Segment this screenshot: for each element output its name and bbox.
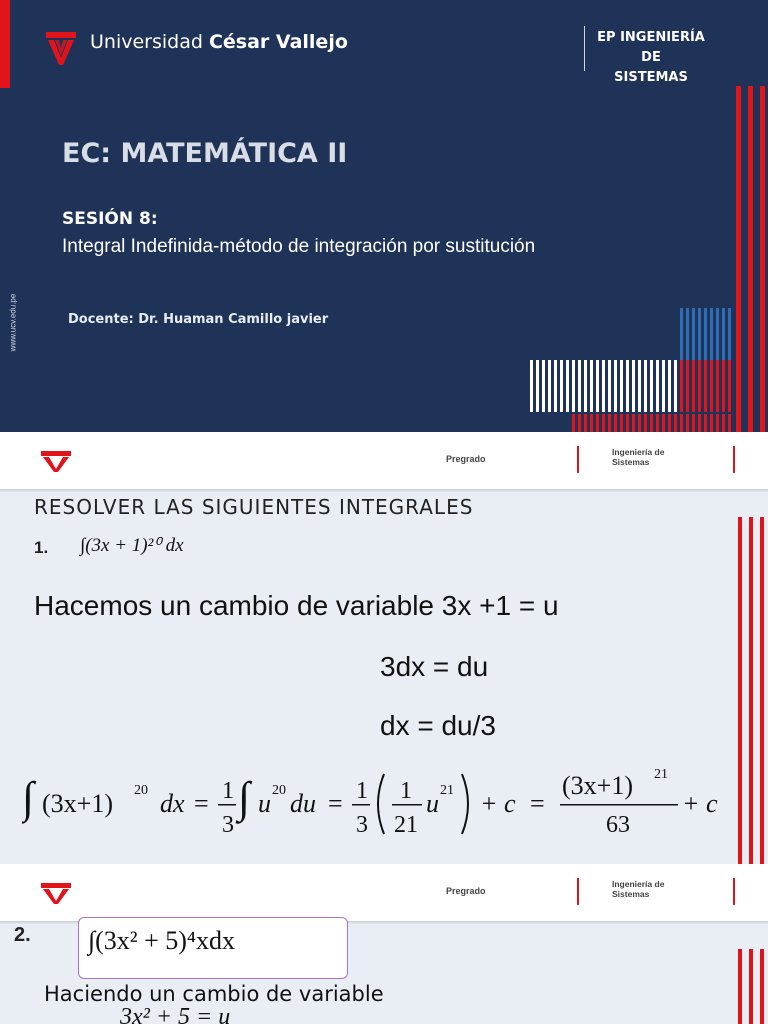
session-topic: Integral Indefinida-método de integración por sustitución [62, 236, 536, 257]
teacher-name: Docente: Dr. Huaman Camillo javier [68, 312, 329, 327]
frac2-bar [352, 804, 370, 806]
exercise-slide-2 [0, 864, 768, 1024]
frac1-bar [218, 804, 236, 806]
program-name: EP INGENIERÍA DE SISTEMAS [597, 30, 705, 85]
frac2-num: 1 [356, 778, 368, 804]
lhs-dx: dx [160, 789, 185, 818]
course-title: EC: MATEMÁTICA II [62, 138, 348, 169]
pregrado-label: Pregrado [446, 454, 486, 464]
equals-sign: = [194, 789, 209, 818]
solution-equation [22, 762, 742, 842]
result-exponent: 21 [654, 767, 668, 782]
decorative-stripes [735, 949, 768, 1024]
frac1-num: 1 [222, 778, 234, 804]
lhs-base: (3x+1) [42, 789, 113, 818]
exercise-number: 1. [34, 538, 49, 557]
header-divider [733, 446, 735, 473]
header-divider [577, 878, 579, 905]
exercise-number: 2. [14, 924, 31, 946]
title-slide [0, 0, 768, 432]
step-change-of-variable: Haciendo un cambio de variable [44, 982, 384, 1006]
integral-sign: ∫ [238, 773, 251, 822]
inner-u: u [426, 789, 439, 818]
section-heading: RESOLVER LAS SIGUIENTES INTEGRALES [34, 495, 474, 519]
lhs-exponent: 20 [134, 783, 148, 798]
inner-exponent: 21 [440, 783, 454, 798]
frac3-num: 1 [400, 778, 412, 804]
plus-c: + c [480, 789, 516, 818]
result-numerator: (3x+1) [562, 771, 633, 800]
equals-sign: = [328, 789, 343, 818]
left-paren [378, 774, 384, 834]
ucv-logo-icon [40, 449, 72, 473]
session-label: SESIÓN 8: [62, 209, 158, 229]
step-differential: 3dx = du [380, 651, 489, 682]
right-paren [462, 774, 468, 834]
pregrado-label: Pregrado [446, 886, 486, 896]
frac1-den: 3 [222, 812, 234, 838]
slide-header [0, 432, 768, 489]
ucv-logo-icon [40, 881, 72, 905]
equals-sign: = [530, 789, 545, 818]
decorative-stripes [735, 517, 768, 864]
result-bar [560, 804, 678, 806]
career-label: Ingeniería de Sistemas [612, 447, 665, 467]
header-divider [733, 878, 735, 905]
exercise-slide-1 [0, 432, 768, 864]
mid-u: u [258, 789, 271, 818]
university-name: Universidad César Vallejo [90, 31, 348, 53]
frac2-den: 3 [356, 812, 368, 838]
plus-c-end: + c [682, 789, 718, 818]
frac3-den: 21 [394, 812, 418, 838]
website-text: www.ucv.edu.pe [8, 293, 18, 352]
header-shadow [0, 489, 768, 492]
decorative-stripes [0, 0, 768, 432]
mid-exponent: 20 [272, 783, 286, 798]
slide-header [0, 864, 768, 921]
exercise-integral: ∫(3x + 1)²⁰ dx [80, 535, 184, 556]
substitution-line: 3x² + 5 = u [120, 1004, 231, 1024]
frac3-bar [392, 804, 422, 806]
step-change-of-variable: Hacemos un cambio de variable 3x +1 = u [34, 590, 559, 621]
career-label: Ingeniería de Sistemas [612, 879, 665, 899]
exercise-integral: ∫(3x² + 5)⁴xdx [88, 926, 235, 955]
mid-du: du [290, 789, 316, 818]
result-denominator: 63 [606, 812, 630, 838]
integral-sign: ∫ [22, 773, 35, 822]
step-dx: dx = du/3 [380, 710, 496, 741]
header-divider [577, 446, 579, 473]
